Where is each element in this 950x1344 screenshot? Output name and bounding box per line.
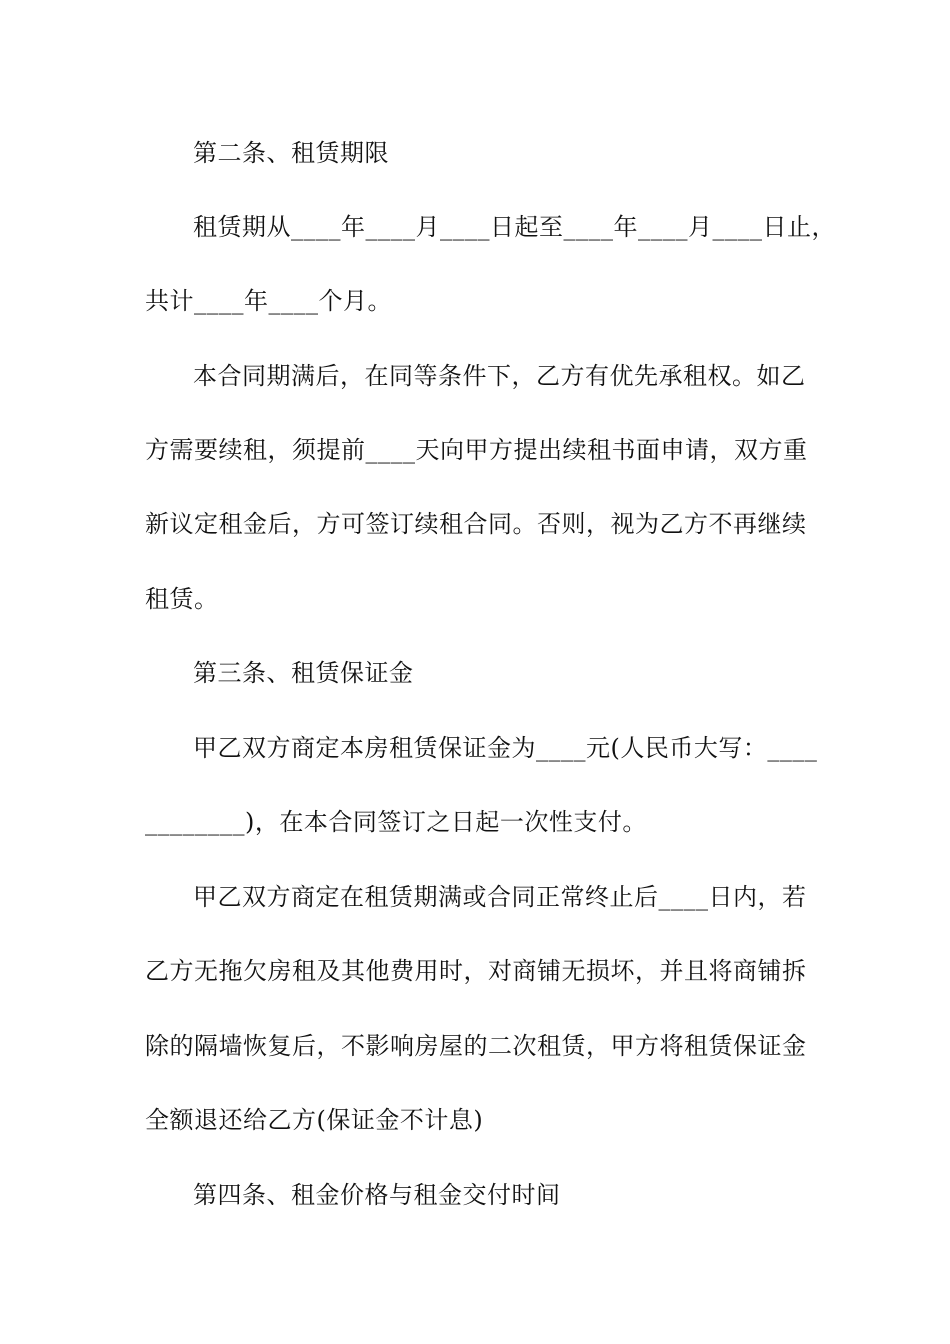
- section-heading-rent-price: 第四条、租金价格与租金交付时间: [193, 1181, 561, 1209]
- paragraph-line: ________)，在本合同签订之日起一次性支付。: [145, 808, 647, 836]
- paragraph-line: 全额退还给乙方(保证金不计息): [145, 1106, 484, 1134]
- paragraph-line: 本合同期满后，在同等条件下，乙方有优先承租权。如乙: [193, 362, 806, 390]
- paragraph-line: 乙方无拖欠房租及其他费用时，对商铺无损坏，并且将商铺拆: [145, 957, 807, 985]
- paragraph-line: 甲乙双方商定在租赁期满或合同正常终止后____日内，若: [193, 883, 807, 911]
- section-heading-deposit: 第三条、租赁保证金: [193, 659, 414, 687]
- paragraph-line: 方需要续租，须提前____天向甲方提出续租书面申请，双方重: [145, 436, 808, 464]
- paragraph-line: 共计____年____个月。: [145, 287, 392, 315]
- section-heading-lease-term: 第二条、租赁期限: [193, 139, 389, 167]
- paragraph-line: 新议定租金后，方可签订续租合同。否则，视为乙方不再继续: [145, 510, 807, 538]
- paragraph-line: 除的隔墙恢复后，不影响房屋的二次租赁，甲方将租赁保证金: [145, 1032, 807, 1060]
- paragraph-line: 租赁。: [145, 585, 219, 613]
- paragraph-line: 租赁期从____年____月____日起至____年____月____日止，: [193, 213, 836, 241]
- paragraph-line: 甲乙双方商定本房租赁保证金为____元(人民币大写：____: [193, 734, 818, 762]
